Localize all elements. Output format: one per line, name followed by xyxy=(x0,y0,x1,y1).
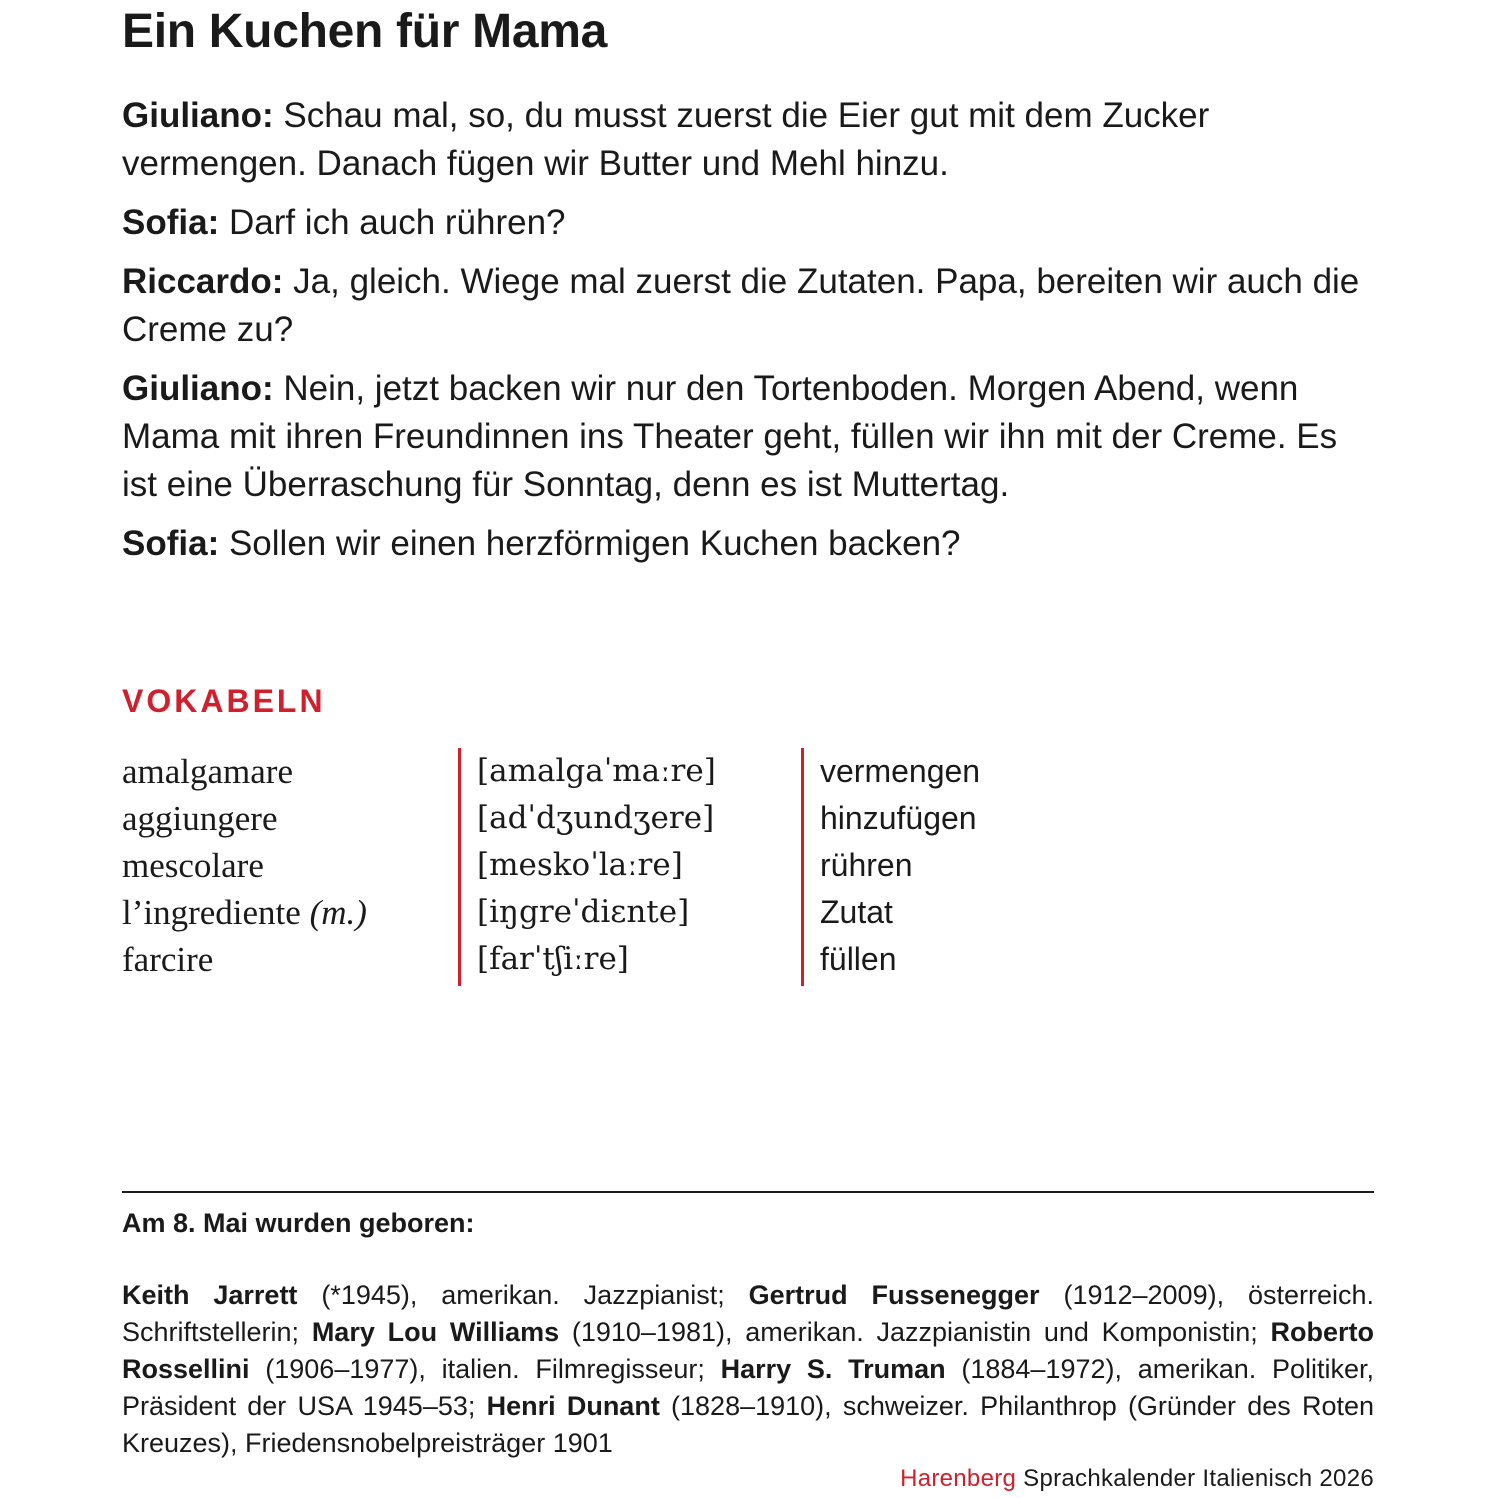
dialogue-line xyxy=(122,258,1362,354)
italian-word: aggiungere xyxy=(122,799,278,838)
german-translation: vermengen xyxy=(820,753,981,789)
dialogue-line xyxy=(122,199,1362,247)
ipa-transcription: [farˈtʃiːre] xyxy=(477,941,629,977)
person-name: Henri Dunant xyxy=(486,1391,660,1421)
person-desc: (*1945), amerikan. Jazzpianist; xyxy=(297,1280,749,1310)
dialogue-text: Sollen wir einen herzförmigen Kuchen backen? xyxy=(219,524,961,563)
footer xyxy=(900,1464,1374,1494)
calendar-page xyxy=(122,0,1374,1498)
person-desc: (1912–2009), österreich. Schriftstellerin; xyxy=(122,1280,1375,1347)
dialogue xyxy=(122,92,1362,579)
dialogue-text: Schau mal, so, du musst zuerst die Eier gut mit dem Zucker vermengen. Danach fügen wir Butter und Mehl hinzu. xyxy=(122,96,1210,183)
german-translation: hinzufügen xyxy=(820,800,977,836)
person-name: Harry S. Truman xyxy=(720,1354,946,1384)
dialogue-text: Nein, jetzt backen wir nur den Tortenboden. Morgen Abend, wenn Mama mit ihren Freundinnen ins Theater geht, füllen wir ihn mit der Creme. Es ist eine Überraschung für Sonntag, denn es ist Muttertag. xyxy=(122,369,1338,504)
person-desc: (1906–1977), italien. Filmregisseur; xyxy=(249,1354,721,1384)
vocab-row xyxy=(122,748,1122,795)
vocab-heading: VOKABELN xyxy=(122,683,326,719)
person-name: Roberto Rossellini xyxy=(122,1317,1374,1384)
person-name: Gertrud Fussenegger xyxy=(748,1280,1040,1310)
german-translation: rühren xyxy=(820,847,913,883)
footer-text: Sprachkalender Italienisch 2026 xyxy=(1016,1465,1374,1492)
dialogue-line xyxy=(122,365,1362,509)
dialogue-text: Ja, gleich. Wiege mal zuerst die Zutaten. Papa, bereiten wir auch die Creme zu? xyxy=(122,262,1360,349)
ipa-transcription: [iŋgreˈdiɛnte] xyxy=(477,894,690,930)
person-name: Mary Lou Williams xyxy=(311,1317,560,1347)
italian-word: l’ingrediente (m.) xyxy=(122,893,367,932)
vocab-row xyxy=(122,889,1122,936)
person-desc: (1910–1981), amerikan. Jazzpianistin und Komponistin; xyxy=(559,1317,1271,1347)
speaker-name: Giuliano: xyxy=(122,369,274,408)
gender-note: (m.) xyxy=(309,893,367,932)
person-desc: (1884–1972), amerikan. Politiker, Präsident der USA 1945–53; xyxy=(122,1354,1375,1421)
ipa-transcription: [amalgaˈmaːre] xyxy=(477,753,716,789)
born-heading: Am 8. Mai wurden geboren: xyxy=(122,1208,475,1238)
person-desc: (1828–1910), schweizer. Philanthrop (Gründer des Roten Kreuzes), Friedensnobelpreisträger 1901 xyxy=(122,1391,1374,1458)
page-title: Ein Kuchen für Mama xyxy=(122,5,608,58)
dialogue-text: Darf ich auch rühren? xyxy=(219,203,566,242)
vocab-row xyxy=(122,936,1122,983)
italian-word: amalgamare xyxy=(122,752,294,791)
ipa-transcription: [meskoˈlaːre] xyxy=(477,847,683,883)
vocab-table xyxy=(122,748,1122,983)
speaker-name: Sofia: xyxy=(122,203,220,242)
speaker-name: Riccardo: xyxy=(122,262,284,301)
divider-rule xyxy=(122,1191,1374,1193)
german-translation: füllen xyxy=(820,941,897,977)
dialogue-line xyxy=(122,92,1362,188)
dialogue-line xyxy=(122,520,1362,568)
speaker-name: Giuliano: xyxy=(122,96,274,135)
italian-word: farcire xyxy=(122,940,214,979)
born-list xyxy=(122,1277,1374,1462)
person-name: Keith Jarrett xyxy=(122,1280,298,1310)
german-translation: Zutat xyxy=(820,894,893,930)
ipa-transcription: [adˈdʒundʒere] xyxy=(477,800,715,836)
vocab-row xyxy=(122,795,1122,842)
italian-word: mescolare xyxy=(122,846,264,885)
speaker-name: Sofia: xyxy=(122,524,220,563)
vocab-row xyxy=(122,842,1122,889)
brand-name: Harenberg xyxy=(900,1465,1017,1492)
